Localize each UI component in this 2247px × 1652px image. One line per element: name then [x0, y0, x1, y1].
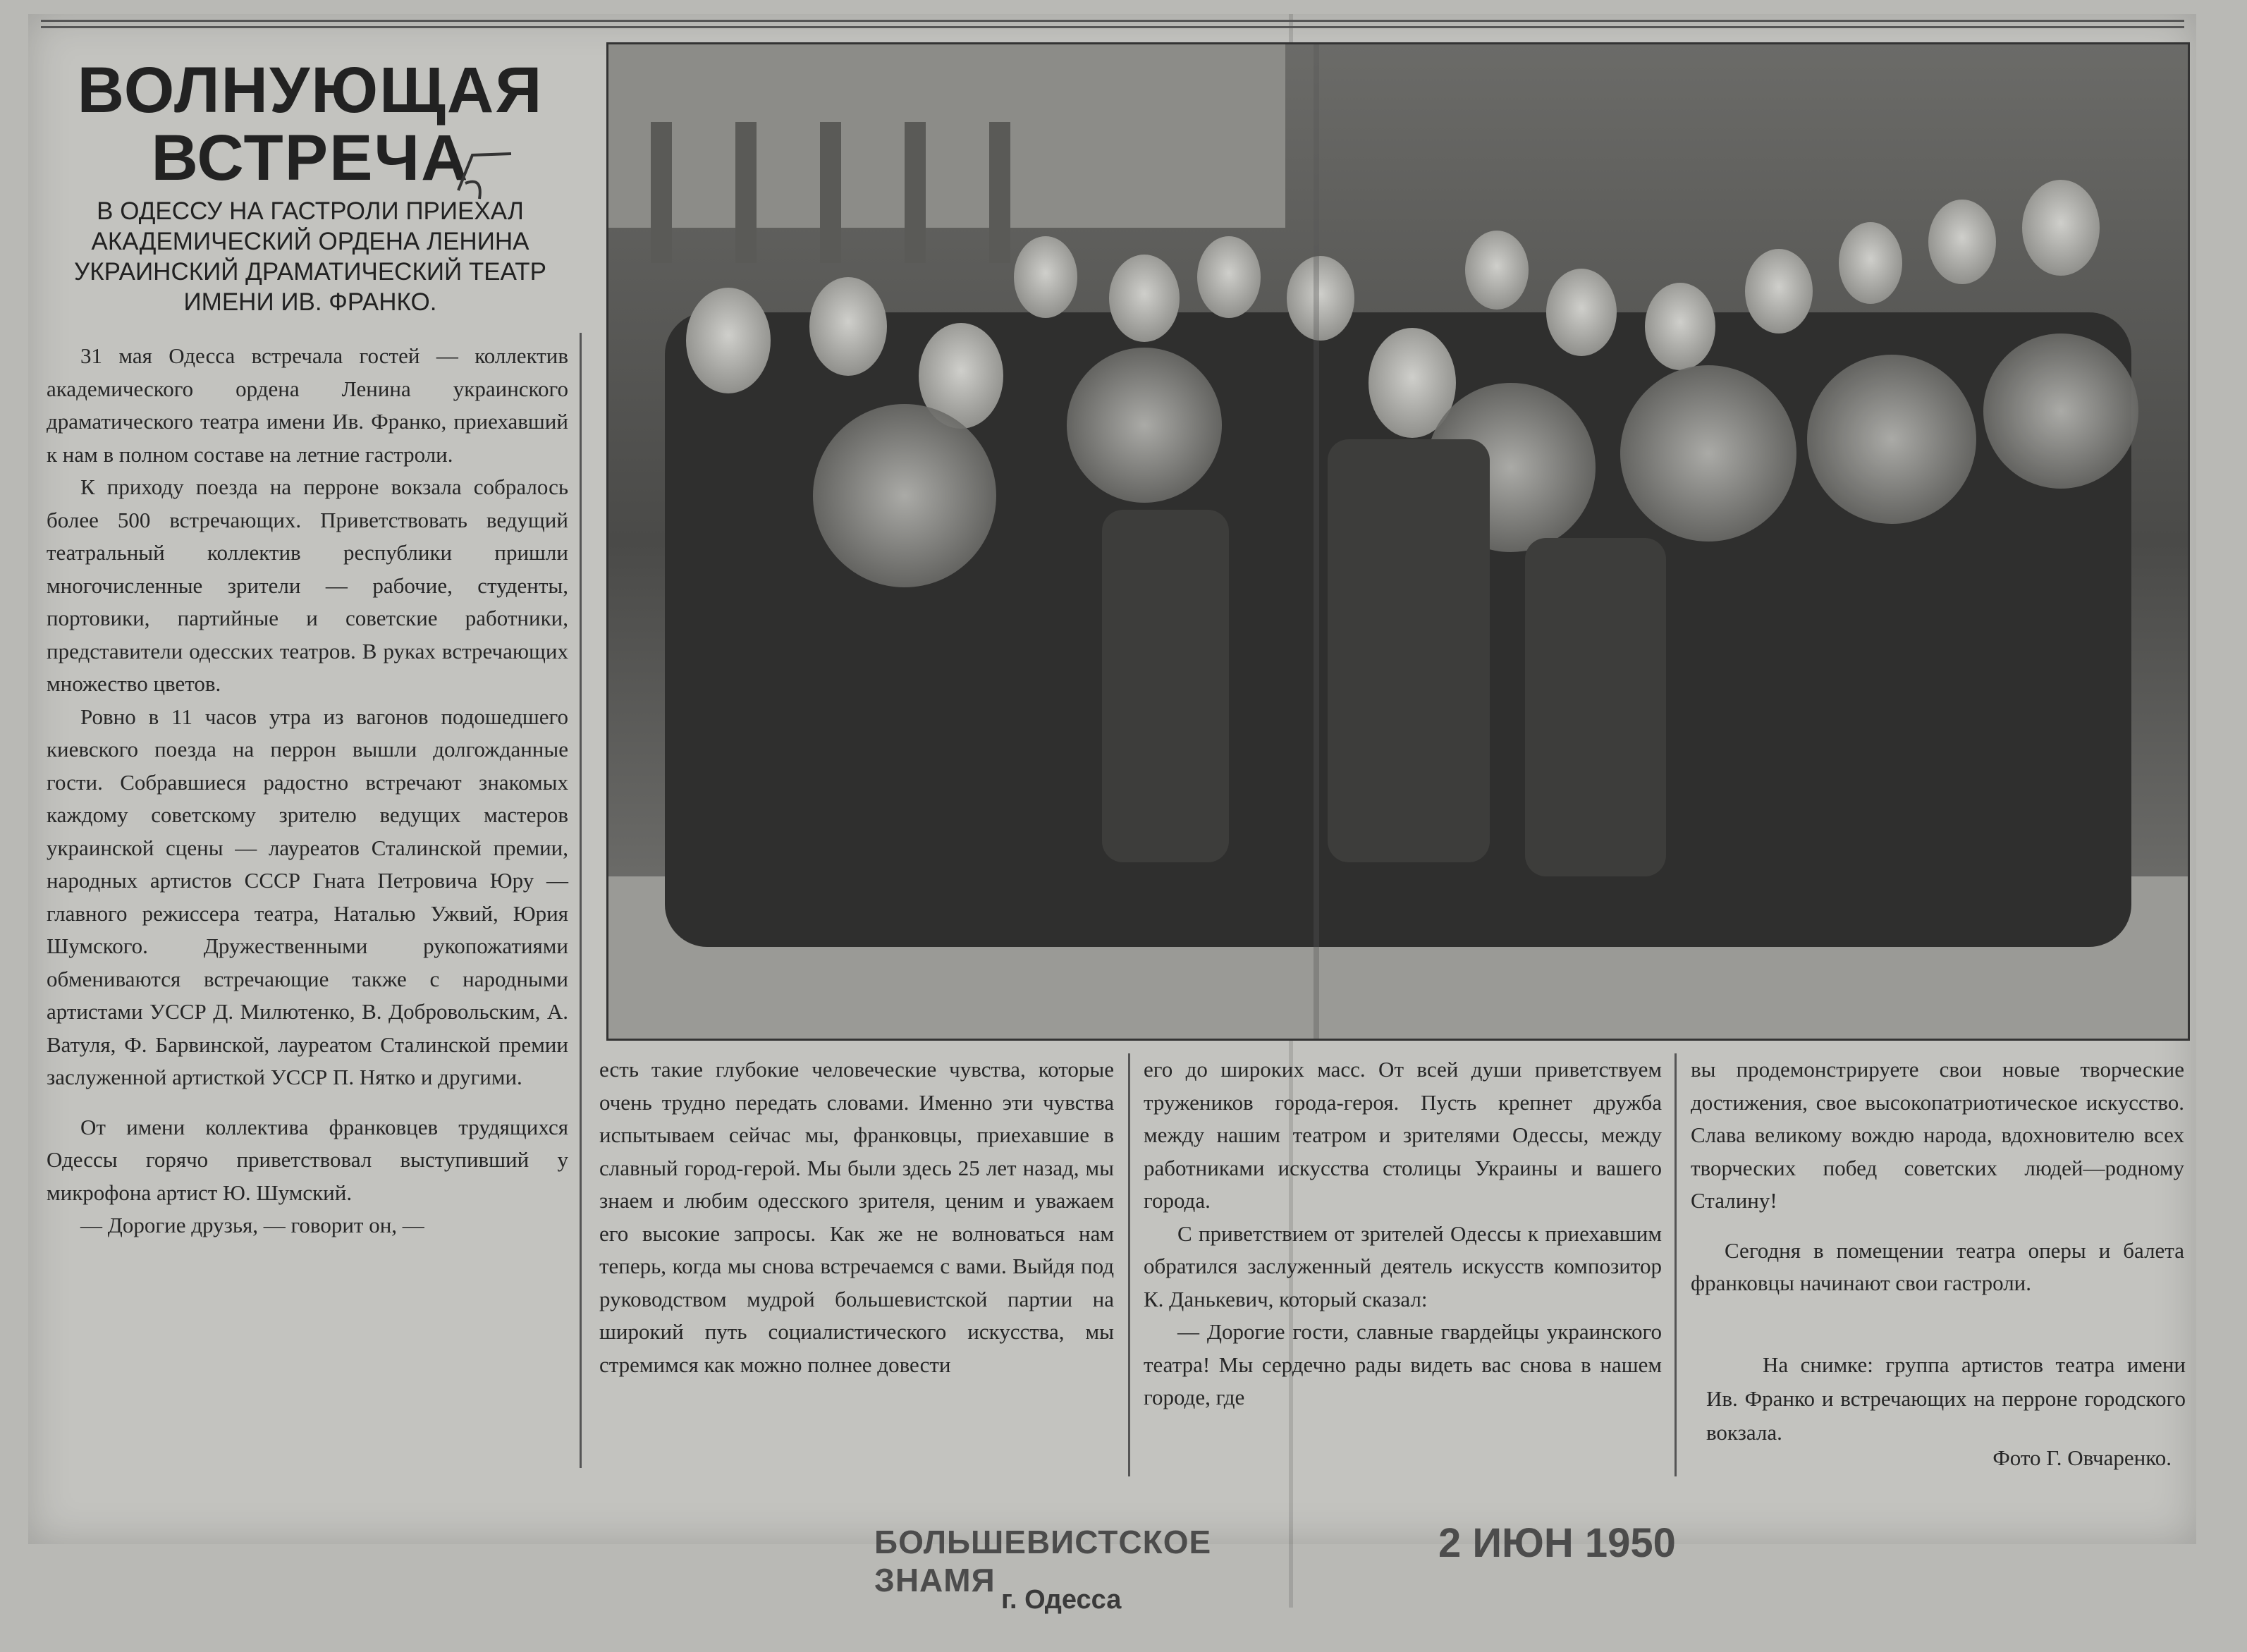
- column-rule: [580, 333, 582, 1468]
- photo-credit: Фото Г. Овчаренко.: [1992, 1445, 2172, 1470]
- subheadline: В ОДЕССУ НА ГАСТРОЛИ ПРИЕХАЛ АКАДЕМИЧЕСКИЙ ОРДЕНА ЛЕНИНА УКРАИНСКИЙ ДРАМАТИЧЕСКИЙ ТЕАТР ИМЕНИ ИВ. ФРАНКО.: [74, 197, 546, 316]
- date-stamp: 2 ИЮН 1950: [1438, 1520, 1676, 1566]
- paragraph: — Дорогие гости, славные гвардейцы украинского театра! Мы сердечно рады видеть вас снова в нашем городе, где: [1144, 1319, 1662, 1409]
- city-stamp: г. Одесса: [1001, 1585, 1122, 1615]
- paragraph: К приходу поезда на перроне вокзала собралось более 500 встречающих. Приветствовать ведущий театральный коллектив республики пришли многочисленные зрители — рабочие, студенты, портовики, партийные и советские работники, представители одесских театров. В руках встречающих множество цветов.: [47, 475, 568, 696]
- article-column-4: [1691, 1053, 2184, 1300]
- paragraph: вы продемонстрируете свои новые творческие достижения, свое высокопатриотическое искусство. Слава великому вождю народа, вдохновителю всех творческих побед советских людей—родному Сталину!: [1691, 1057, 2184, 1213]
- group-photo: [606, 42, 2190, 1041]
- newspaper-name-stamp: БОЛЬШЕВИСТСКОЕ ЗНАМЯ: [874, 1524, 1212, 1598]
- paragraph: его до широких масс. От всей души приветствуем тружеников города-героя. Пусть крепнет дружба между нашим театром и зрителями Одессы, между работниками искусства столицы Украины и вашего города.: [1144, 1057, 1662, 1213]
- article-column-3: [1144, 1053, 1662, 1414]
- column-rule: [1128, 1053, 1130, 1476]
- paragraph: Ровно в 11 часов утра из вагонов подошедшего киевского поезда на перрон вышли долгожданные гости. Собравшиеся радостно встречают знакомых каждому советскому зрителю ведущих мастеров украинской сцены — лауреатов Сталинской премии, народных артистов СССР Гната Петровича Юру — главного режиссера театра, Наталью Ужвий, Юрия Шумского. Дружественными рукопожатиями обмениваются встречающие также с народными артистами УССР Д. Милютенко, В. Добровольским, А. Ватуля, Ф. Барвинской, лауреатом Сталинской премии заслуженной артисткой УССР П. Нятко и другими.: [47, 704, 568, 1089]
- column-rule: [1674, 1053, 1677, 1476]
- top-decorative-rule: [41, 20, 2184, 28]
- article-column-1: [47, 340, 568, 1242]
- paragraph: — Дорогие друзья, — говорит он, —: [80, 1213, 424, 1237]
- headline-line-2: ВСТРЕЧА: [151, 122, 470, 194]
- headline-line-1: ВОЛНУЮЩАЯ: [77, 54, 544, 126]
- paragraph: Сегодня в помещении театра оперы и балета франковцы начинают свои гастроли.: [1691, 1237, 2184, 1295]
- article-column-2: [599, 1053, 1114, 1381]
- paragraph: С приветствием от зрителей Одессы к приехавшим обратился заслуженный деятель искусств композитор К. Данькевич, который сказал:: [1144, 1220, 1662, 1311]
- photo-caption: На снимке: группа артистов театра имени Ив. Франко и встречающих на перроне городского вокзала.: [1706, 1352, 2186, 1445]
- paragraph: 31 мая Одесса встречала гостей — коллектив академического ордена Ленина украинского драматического театра имени Ив. Франко, приехавший к нам в полном составе на летние гастроли.: [47, 343, 568, 467]
- paragraph: От имени коллектива франковцев трудящихся Одессы горячо приветствовал выступивший у микрофона артист Ю. Шумский.: [47, 1114, 568, 1205]
- paragraph: есть такие глубокие человеческие чувства, которые очень трудно передать словами. Именно эти чувства испытываем сейчас мы, франковцы, приехавшие в славный город-герой. Мы были здесь 25 лет назад, мы знаем и любим одесского зрителя, ценим и уважаем его высокие запросы. Как же не волноваться нам теперь, когда мы снова встречаемся с вами. Выйдя под руководством мудрой большевистской партии на широкий путь социалистического искусства, мы стремимся как можно полнее довести: [599, 1057, 1114, 1377]
- photo-image: [608, 44, 2188, 1039]
